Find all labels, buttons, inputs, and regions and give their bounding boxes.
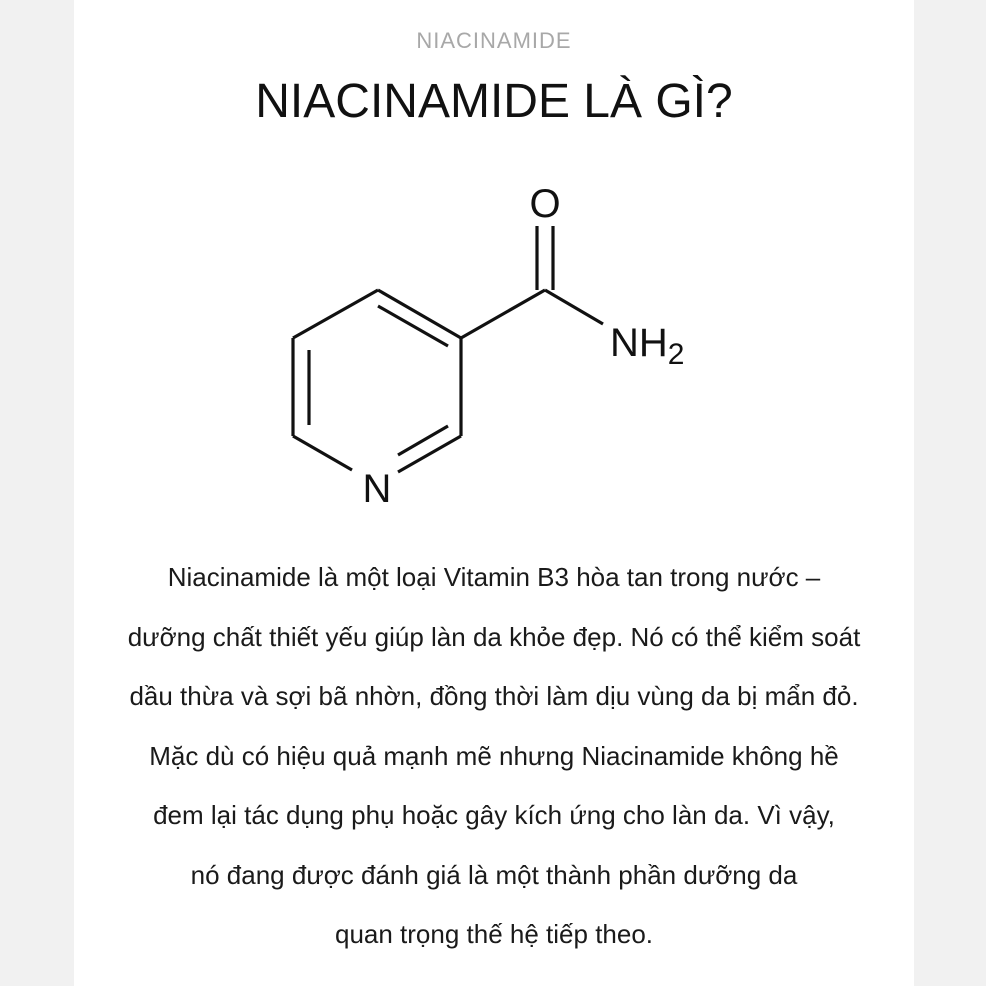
svg-text:NH2 [610, 321, 684, 371]
niacinamide-structure-diagram [74, 0, 914, 540]
eyebrow-label: NIACINAMIDE [416, 28, 572, 53]
ring-inner-bond [398, 426, 448, 455]
description-line: đem lại tác dụng phụ hoặc gây kích ứng cho làn da. Vì vậy, [153, 800, 835, 830]
content-card [74, 0, 914, 986]
amine-atom-label: NH [610, 321, 668, 365]
ring-bond [293, 436, 352, 470]
ring-nitrogen-label: N [362, 467, 392, 511]
description-line: dưỡng chất thiết yếu giúp làn da khỏe đẹp. Nó có thể kiểm soát [127, 621, 861, 652]
description-line: dầu thừa và sợi bã nhờn, đồng thời làm dịu vùng da bị mẩn đỏ. [129, 681, 859, 711]
description-paragraph [74, 548, 914, 965]
description-line: Mặc dù có hiệu quả mạnh mẽ nhưng Niacinamide không hề [149, 740, 839, 771]
amine-bond [545, 290, 603, 324]
carbonyl-link-bond [461, 290, 545, 338]
description-line: Niacinamide là một loại Vitamin B3 hòa tan trong nước – [167, 562, 821, 592]
description-line: quan trọng thế hệ tiếp theo. [334, 919, 654, 949]
description-line: nó đang được đánh giá là một thành phần dưỡng da [190, 859, 798, 890]
ring-bond [293, 290, 378, 338]
oxygen-atom-label: O [529, 182, 561, 226]
amine-subscript-label: 2 [667, 338, 685, 371]
ring-bond [398, 436, 461, 472]
page-title: NIACINAMIDE LÀ GÌ? [255, 75, 733, 128]
